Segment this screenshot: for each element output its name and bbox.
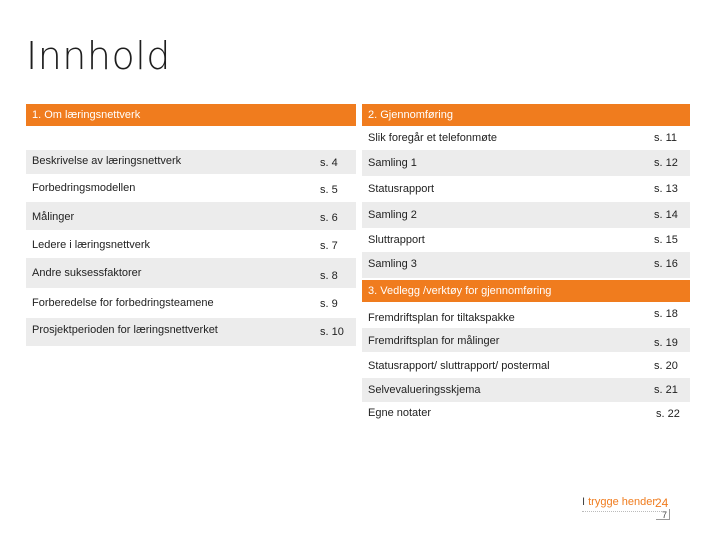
toc-label: Samling 1 (368, 157, 417, 169)
brand-logo-accent: trygge hender (588, 496, 657, 508)
toc-row[interactable] (362, 328, 690, 352)
toc-label: Andre suksessfaktorer (32, 267, 142, 279)
toc-row[interactable] (362, 378, 690, 402)
toc-label: Samling 2 (368, 209, 417, 221)
toc-label: Sluttrapport (368, 234, 425, 246)
toc-page: s. 9 (320, 298, 338, 310)
toc-row[interactable] (26, 230, 356, 258)
toc-row[interactable] (362, 176, 690, 202)
toc-row[interactable] (362, 126, 690, 150)
toc-page: s. 15 (654, 234, 678, 246)
toc-page: s. 22 (656, 408, 680, 420)
toc-row[interactable] (26, 258, 356, 288)
toc-row[interactable] (362, 150, 690, 176)
toc-page: s. 21 (654, 384, 678, 396)
page-title: Innhold (26, 34, 171, 78)
toc-page: s. 7 (320, 240, 338, 252)
brand-tagline-line (582, 511, 662, 515)
toc-label: Egne notater (368, 407, 431, 419)
toc-page: s. 10 (320, 326, 344, 338)
toc-label: Statusrapport (368, 183, 435, 195)
toc-page: s. 16 (654, 258, 678, 270)
slide-number: 24 (655, 496, 669, 510)
toc-row[interactable] (362, 252, 690, 278)
toc-page: s. 5 (320, 184, 338, 196)
section-header-om-laeringsnettverk: 1. Om læringsnettverk (26, 104, 356, 126)
toc-table-section-3 (362, 302, 690, 426)
toc-label: Beskrivelse av læringsnettverk (32, 155, 182, 167)
toc-label: Fremdriftsplan for målinger (368, 335, 500, 347)
toc-label: Ledere i læringsnettverk (32, 239, 151, 251)
toc-row[interactable] (26, 318, 356, 346)
toc-table-section-2 (362, 126, 690, 280)
toc-page: s. 11 (654, 132, 678, 144)
toc-row[interactable] (26, 288, 356, 318)
toc-label: Slik foregår et telefonmøte (368, 132, 498, 144)
toc-table-section-1 (26, 150, 356, 350)
toc-row[interactable] (362, 202, 690, 228)
toc-row[interactable] (362, 352, 690, 378)
toc-row[interactable] (26, 174, 356, 202)
slide-total: 7 (662, 510, 668, 520)
toc-page: s. 8 (320, 270, 338, 282)
toc-page: s. 14 (654, 209, 678, 221)
toc-label: Statusrapport/ sluttrapport/ postermal (368, 360, 550, 372)
section-header-gjennomforing: 2. Gjennomføring (362, 104, 690, 126)
toc-page: s. 6 (320, 212, 338, 224)
brand-logo (582, 496, 656, 508)
toc-page: s. 20 (654, 360, 678, 372)
toc-row[interactable] (362, 402, 690, 426)
toc-label: Forbedringsmodellen (32, 182, 136, 194)
toc-row[interactable] (26, 150, 356, 174)
toc-label: Selvevalueringsskjema (368, 384, 481, 396)
toc-page: s. 12 (654, 157, 678, 169)
section-header-vedlegg-verktoy: 3. Vedlegg /verktøy for gjennomføring (362, 280, 690, 302)
toc-label: Forberedelse for forbedringsteamene (32, 297, 214, 309)
toc-page: s. 18 (654, 308, 678, 320)
toc-row[interactable] (362, 228, 690, 252)
toc-label: Prosjektperioden for læringsnettverket (32, 324, 218, 336)
toc-page: s. 19 (654, 337, 678, 349)
toc-label: Målinger (32, 211, 75, 223)
toc-label: Samling 3 (368, 258, 417, 270)
toc-label: Fremdriftsplan for tiltakspakke (368, 312, 515, 324)
toc-row[interactable] (362, 302, 690, 328)
brand-logo-prefix: I (582, 496, 589, 508)
toc-row[interactable] (26, 202, 356, 230)
toc-page: s. 4 (320, 157, 338, 169)
toc-page: s. 13 (654, 183, 678, 195)
